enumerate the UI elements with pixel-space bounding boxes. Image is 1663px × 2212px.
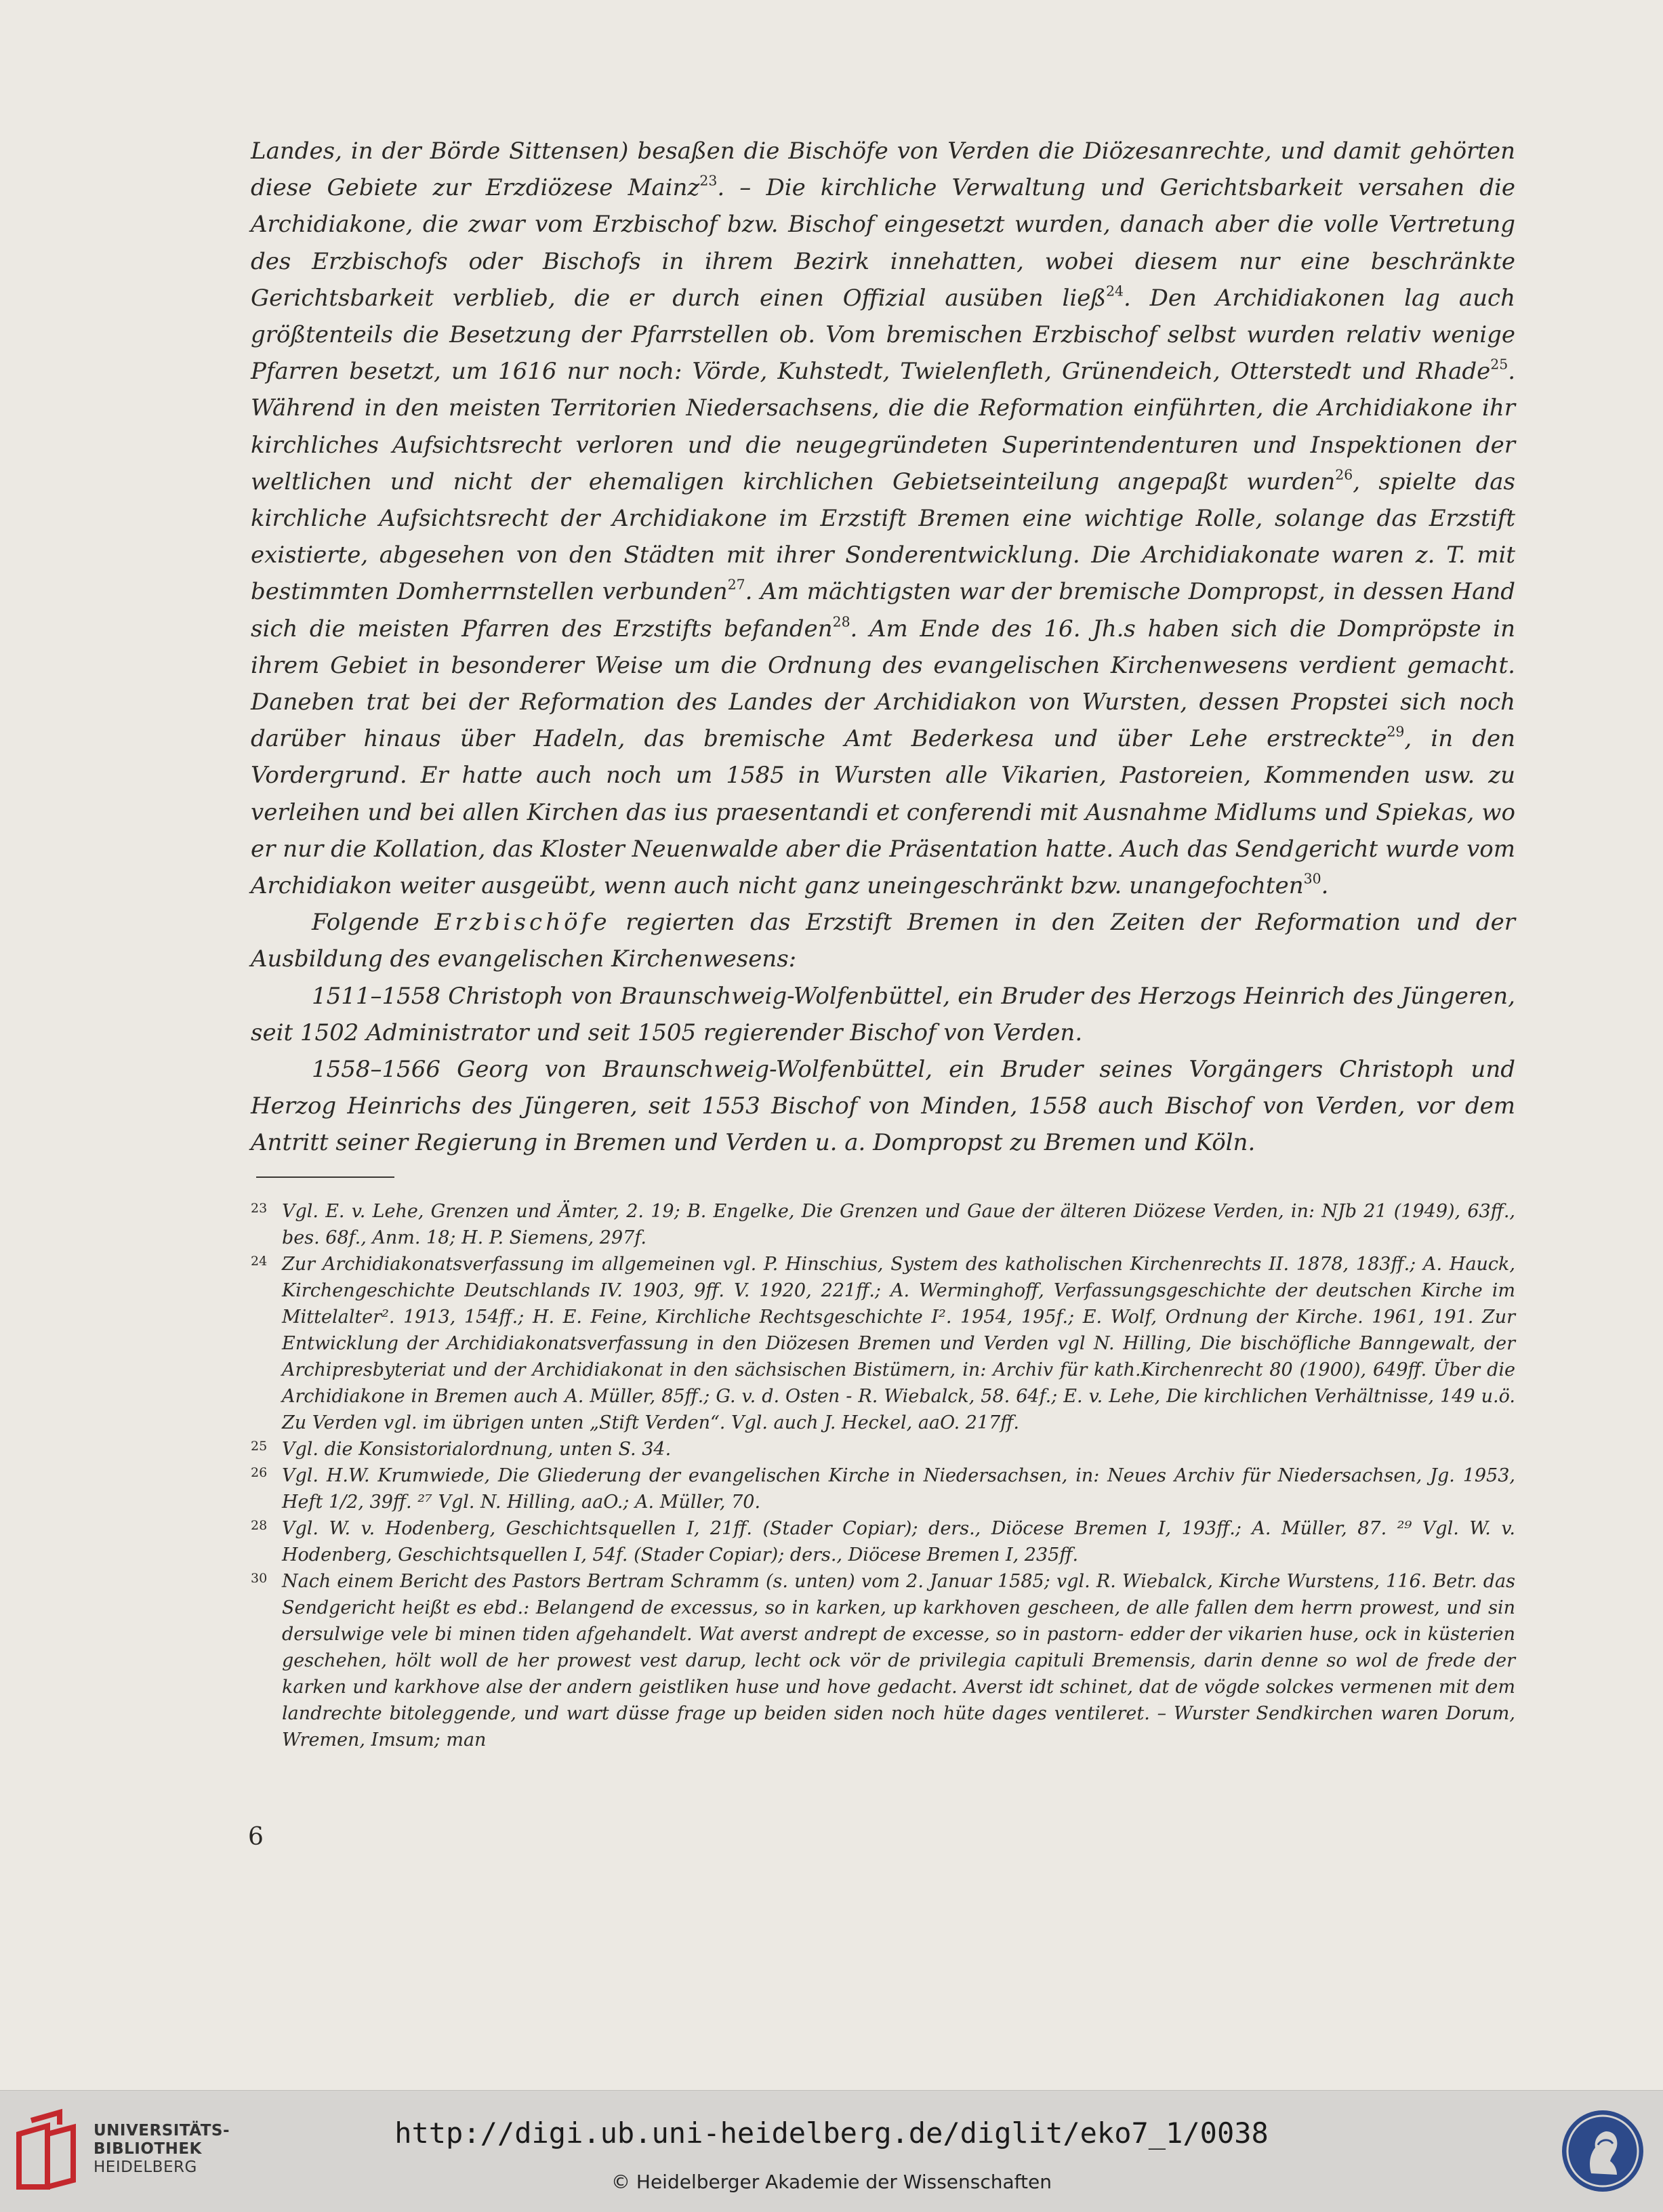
footnote-26: 26 Vgl. H.W. Krumwiede, Die Gliederung der evangelischen Kirche in Niedersachsen, in: Neues Archiv für Niedersachsen, Jg. 1953, Heft 1/2, 39ff. ²⁷ Vgl. N. Hilling, aaO.; A. Müller, 70. xyxy=(251,1465,1515,1513)
document-url-link[interactable]: http://digi.ub.uni-heidelberg.de/diglit/eko7_1/0038 xyxy=(394,2116,1269,2150)
footnote-25: 25 Vgl. die Konsistorialordnung, unten S. 34. xyxy=(251,1439,672,1460)
footnote-ref-27[interactable]: 27 xyxy=(727,577,745,594)
paragraph-georg: 1558–1566 Georg von Braunschweig-Wolfenbüttel, ein Bruder seines Vorgängers Christoph und Herzog Heinrichs des Jüngeren, seit 1553 Bischof von Minden, 1558 auch Bischof von Verden, vor dem Antritt seiner Regierung in Bremen und Verden u. a. Dompropst zu Bremen und Köln. xyxy=(251,1056,1515,1157)
footnote-ref-30[interactable]: 30 xyxy=(1303,870,1321,887)
footnote-23: 23 Vgl. E. v. Lehe, Grenzen und Ämter, 2. 19; B. Engelke, Die Grenzen und Gaue der älteren Diözese Verden, in: NJb 21 (1949), 63ff., bes. 68f., Anm. 18; H. P. Siemens, 297f. xyxy=(251,1201,1515,1248)
footnote-ref-23[interactable]: 23 xyxy=(699,172,718,189)
paragraph-archidiakone: Landes, in der Börde Sittensen) besaßen die Bischöfe von Verden die Diözesanrechte, und damit gehörten diese Gebiete zur Erzdiözese Mainz$^{23}$. – Die kirchliche Verwaltung und Gerichtsbarkeit versahen die Archidiakone, die zwar vom Erzbischof bzw. Bischof eingesetzt wurden, danach aber die volle Vertretung des Erzbischofs oder Bischofs in ihrem Bezirk innehatten, wobei diesem nur eine beschränkte Gerichtsbarkeit verblieb, die er durch einen Offizial ausüben ließ$^{24}$. Den Archidiakonen lag auch größtenteils die Besetzung der Pfarrstellen ob. Vom bremischen Erzbischof selbst wurden relativ wenige Pfarren besetzt, um 1616 nur noch: Vörde, Kuhstedt, Twielenfleth, Grünendeich, Otterstedt und Rhade$^{25}$. Während in den meisten Territorien Niedersachsens, die die Reformation einführten, die Archidiakone ihr kirchliches Aufsichtsrecht verloren und die neugegründeten Superintendenturen und Inspektionen der weltlichen und nicht der ehemaligen kirchlichen Gebietseinteilung angepaßt wurden$^{26}$, spielte das kirchliche Aufsichtsrecht der Archidiakone im Erzstift Bremen eine wichtige Rolle, solange das Erzstift existierte, abgesehen von den Städten mit ihrer Sonderentwicklung. Die Archidiakonate waren z. T. mit bestimmten Domherrnstellen verbunden$^{27}$. Am mächtigsten war der bremische Dompropst, in dessen Hand sich die meisten Pfarren des Erzstifts befanden$^{28}$. Am Ende des 16. Jh.s haben sich die Dompröpste in ihrem Gebiet in besonderer Weise um die Ordnung des evangelischen Kirchenwesens verdient gemacht. Daneben trat bei der Reformation des Landes der Archidiakon von Wursten, dessen Propstei sich noch darüber hinaus über Hadeln, das bremische Amt Bederkesa und über Lehe erstreckte$^{29}$, in den Vordergrund. Er hatte auch noch um 1585 in Wursten alle Vikarien, Pastoreien, Kommenden usw. zu verleihen und bei allen Kirchen das ius praesentandi et conferendi mit Ausnahme Midlums und Spiekas, wo er nur die Kollation, das Kloster Neuenwalde aber die Präsentation hatte. Auch das Sendgericht wurde vom Archidiakon weiter ausgeübt, wenn auch nicht ganz uneingeschränkt bzw. unangefochten$^{30}$. xyxy=(251,138,1516,900)
page-number: 6 xyxy=(248,1823,264,1851)
university-library-name: UNIVERSITÄTS- BIBLIOTHEK HEIDELBERG xyxy=(94,2122,230,2176)
footnote-ref-24[interactable]: 24 xyxy=(1106,283,1124,300)
copyright-notice: © Heidelberger Akademie der Wissenschaften xyxy=(611,2171,1052,2193)
viewer-footer xyxy=(0,2090,1663,2212)
paragraph-christoph: 1511–1558 Christoph von Braunschweig-Wolfenbüttel, ein Bruder des Herzogs Heinrich des Jüngeren, seit 1502 Administrator und seit 1505 regierender Bischof von Verden. xyxy=(251,982,1515,1046)
academy-seal-icon[interactable] xyxy=(1559,2107,1647,2195)
footnote-ref-29[interactable]: 29 xyxy=(1387,723,1405,740)
footnotes xyxy=(251,1198,1515,1753)
footnote-divider xyxy=(256,1176,394,1178)
footnote-ref-26[interactable]: 26 xyxy=(1335,466,1353,483)
footnote-24: 24 Zur Archidiakonatsverfassung im allgemeinen vgl. P. Hinschius, System des katholischen Kirchenrechts II. 1878, 183ff.; A. Hauck, Kirchengeschichte Deutschlands IV. 1903, 9ff. V. 1920, 221ff.; A. Werminghoff, Verfassungsgeschichte der deutschen Kirche im Mittelalter². 1913, 154ff.; H. E. Feine, Kirchliche Rechtsgeschichte I². 1954, 195f.; E. Wolf, Ordnung der Kirche. 1961, 191. Zur Entwicklung der Archidiakonatsverfassung in den Diözesen Bremen und Verden vgl N. Hilling, Die bischöfliche Banngewalt, der Archipresbyteriat und der Archidiakonat in den sächsischen Bistümern, in: Archiv für kath.Kirchenrecht 80 (1900), 649ff. Über die Archidiakone in Bremen auch A. Müller, 85ff.; G. v. d. Osten - R. Wiebalck, 58. 64f.; E. v. Lehe, Die kirchlichen Verhältnisse, 149 u.ö. Zu Verden vgl. im übrigen unten „Stift Verden“. Vgl. auch J. Heckel, aaO. 217ff. xyxy=(251,1254,1515,1433)
footnote-30: 30 Nach einem Bericht des Pastors Bertram Schramm (s. unten) vom 2. Januar 1585; vgl. R. Wiebalck, Kirche Wurstens, 116. Betr. das Sendgericht heißt es ebd.: Belangend de excessus, so in karken, up karkhoven gescheen, de alle fallen dem herrn prowest, und sin dersulwige vele bi minen tiden afgehandelt. Wat averst andrept de excesse, so in pastorn- edder der vikarien huse, ock in küsterien geschehen, hölt woll de her prowest vest darup, lecht ock vör de privilegia capituli Bremensis, darin denne so wol de frede der karken und karkhove alse der andern geistliken huse und hove gedacht. Averst idt schinet, dat de vögde solckes vermenen mit dem landrechte bitoleggende, und wart düsse frage up beiden siden noch hüte dages ventileret. – Wurster Sendkirchen waren Dorum, Wremen, Imsum; man xyxy=(251,1571,1515,1750)
main-text xyxy=(251,133,1515,1162)
paragraph-erzbischoefe-intro: Folgende Erzbischöfe regierten das Erzstift Bremen in den Zeiten der Reformation und der Ausbildung des evangelischen Kirchenwesens: xyxy=(251,909,1516,973)
footnote-ref-28[interactable]: 28 xyxy=(832,613,850,630)
footnote-28: 28 Vgl. W. v. Hodenberg, Geschichtsquellen I, 21ff. (Stader Copiar); ders., Diöcese Bremen I, 193ff.; A. Müller, 87. ²⁹ Vgl. W. v. Hodenberg, Geschichtsquellen I, 54f. (Stader Copiar); ders., Diöcese Bremen I, 235ff. xyxy=(251,1518,1515,1565)
footnote-ref-25[interactable]: 25 xyxy=(1490,356,1508,373)
